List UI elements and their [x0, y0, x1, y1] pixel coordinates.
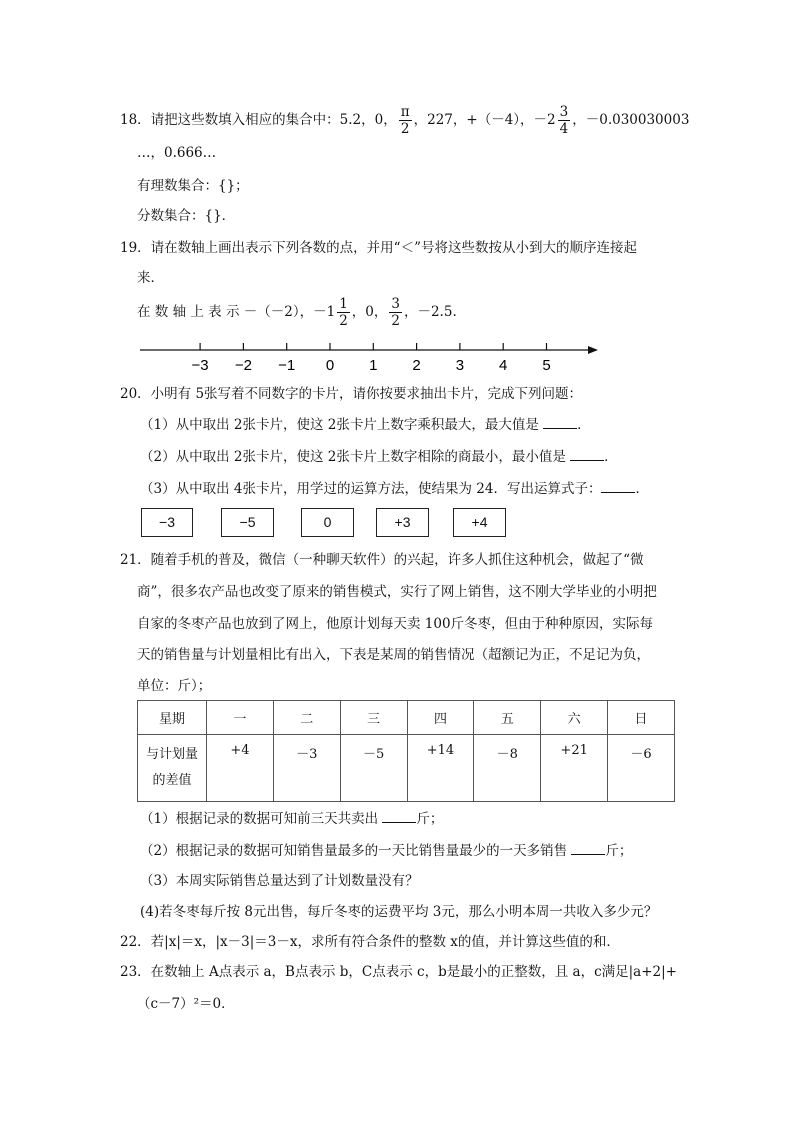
card-pos4: +4 — [453, 508, 506, 537]
q20-intro: 20．小明有 5张写着不同数字的卡片，请你按要求抽出卡片，完成下列问题： — [120, 386, 583, 402]
table-header-row — [138, 701, 675, 735]
number-line-label: 2 — [412, 357, 421, 374]
number-line-label: 1 — [369, 357, 378, 374]
q21-line3: 自家的冬枣产品也放到了网上，他原计划每天卖 100斤冬枣，但由于种种原因，实际每 — [137, 616, 654, 632]
pi-over-2-fraction: $\frac{\pi}{2}$ — [400, 104, 410, 137]
table-row-label: 与计划量 的差值 — [138, 735, 207, 802]
table-value: －3 — [273, 735, 340, 802]
one-half-fraction: $\frac{1}{2}$ — [339, 296, 348, 329]
number-line-label: −1 — [278, 357, 296, 374]
q21-part4: (4)若冬枣每斤按 8元出售，每斤冬枣的运费平均 3元，那么小明本周一共收入多少元？ — [140, 904, 658, 920]
q18-line2: …，0.666… — [137, 145, 217, 161]
q18-line1: 18．请把这些数填入相应的集合中：5.2，0， $\frac{\pi}{2}$ ，227，+（－4），－2 $\frac{3}{4}$ ，－0.030030003 — [120, 104, 690, 137]
number-line-arrow-icon — [588, 346, 598, 354]
number-line-label: −2 — [234, 357, 252, 374]
q22-text: 22．若|x|＝x，|x－3|＝3－x，求所有符合条件的整数 x的值，并计算这些值的和． — [120, 934, 620, 950]
q19-numbers-line: 在 数 轴 上 表 示 －（－2），－1 $\frac{1}{2}$ ，0， $\frac{3}{2}$ ，－2.5. — [137, 296, 457, 329]
card-neg5: −5 — [221, 508, 274, 537]
answer-blank — [382, 808, 416, 823]
q19-line2: 来． — [137, 270, 164, 286]
three-halves-fraction: $\frac{3}{2}$ — [391, 296, 400, 329]
number-line-label: −3 — [191, 357, 209, 374]
fraction-set-label: 分数集合：{}． — [137, 208, 236, 224]
number-line — [0, 340, 794, 380]
table-day: 二 — [273, 701, 340, 735]
table-header-label: 星期 — [138, 701, 207, 735]
table-value: +14 — [407, 735, 474, 802]
q20-part1: （1）从中取出 2张卡片，使这 2张卡片上数字乘积最大，最大值是 ． — [140, 414, 591, 435]
table-day: 五 — [474, 701, 541, 735]
number-line-label: 4 — [499, 357, 508, 374]
table-value: －5 — [340, 735, 407, 802]
number-line-label: 0 — [325, 357, 335, 374]
q21-line1: 21．随着手机的普及，微信（一种聊天软件）的兴起，许多人抓住这种机会，做起了“微 — [120, 552, 644, 568]
q23-line2: （c－7）²＝0． — [137, 996, 235, 1012]
card-pos3: +3 — [376, 508, 429, 537]
rational-set-label: 有理数集合：{}； — [137, 178, 249, 194]
q21-part1: （1）根据记录的数据可知前三天共卖出 斤； — [140, 808, 443, 829]
answer-blank — [570, 446, 604, 461]
table-value: －6 — [608, 735, 675, 802]
card-neg3: −3 — [141, 508, 193, 537]
card-zero: 0 — [301, 508, 354, 537]
q20-part2: （2）从中取出 2张卡片，使这 2张卡片上数字相除的商最小，最小值是 ． — [140, 446, 618, 467]
q19-line1: 19．请在数轴上画出表示下列各数的点，并用“＜”号将这些数按从小到大的顺序连接起 — [120, 240, 637, 256]
number-line-label: 3 — [455, 357, 465, 374]
q21-line4: 天的销售量与计划量相比有出入，下表是某周的销售情况（超额记为正，不足记为负， — [137, 647, 650, 663]
number-line-label: 5 — [542, 357, 551, 374]
table-value: －8 — [474, 735, 541, 802]
q23-line1: 23．在数轴上 A点表示 a，B点表示 b，C点表示 c，b是最小的正整数，且 a，c满足|a+2|+ — [120, 964, 677, 980]
table-value: +4 — [207, 735, 274, 802]
answer-blank — [571, 840, 605, 855]
q21-line2: 商”，很多农产品也改变了原来的销售模式，实行了网上销售，这不刚大学毕业的小明把 — [137, 584, 657, 600]
table-day: 六 — [541, 701, 608, 735]
three-quarters-fraction: $\frac{3}{4}$ — [559, 104, 569, 137]
sales-table — [137, 700, 675, 802]
table-day: 三 — [340, 701, 407, 735]
table-value: +21 — [541, 735, 608, 802]
q20-part3: （3）从中取出 4张卡片，用学过的运算方法，使结果为 24．写出运算式子： ． — [140, 478, 649, 499]
table-day: 四 — [407, 701, 474, 735]
answer-blank — [601, 478, 635, 493]
table-day: 一 — [207, 701, 274, 735]
q21-part2: （2）根据记录的数据可知销售量最多的一天比销售量最少的一天多销售 斤； — [140, 840, 632, 861]
q21-part3: （3）本周实际销售总量达到了计划数量没有？ — [140, 873, 419, 889]
answer-blank — [543, 414, 577, 429]
q21-line5: 单位：斤）； — [137, 678, 212, 694]
table-day: 日 — [608, 701, 675, 735]
table-row — [138, 735, 675, 802]
